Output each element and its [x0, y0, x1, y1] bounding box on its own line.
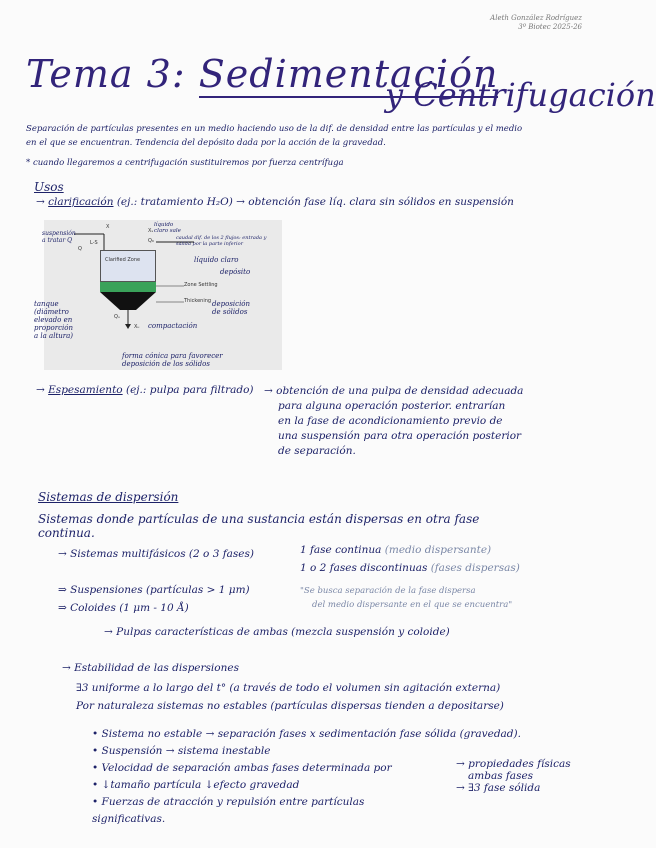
clarifier-figure: [34, 220, 282, 370]
determinada-1: → propiedades físicas: [456, 758, 571, 770]
espesamiento-result: [264, 384, 523, 459]
note-liquido-claro: líquido claro: [194, 256, 239, 264]
estabilidad-line1: ∃3 uniforme a lo largo del t° (a través de todo el volumen sin agitación externa): [76, 682, 501, 694]
note-forma-conica: forma cónica para favorecer deposición de los sólidos: [122, 352, 223, 368]
note-caudal: caudal dif. de los 2 flujos: entrada y salida por la parte inferior: [176, 235, 267, 247]
clarified-zone: Clarified Zone: [100, 250, 156, 282]
fig-q0: Q₀: [148, 238, 154, 244]
fig-x: X: [106, 224, 110, 230]
esp-line-1: → obtención de una pulpa de densidad adecuada: [264, 385, 524, 397]
esp-line-4: una suspensión para otra operación posterior: [278, 430, 522, 442]
note-sale: líquido claro sale: [154, 222, 181, 234]
note-deposito: depósito: [220, 268, 251, 276]
fase2-note: (fases dispersas): [430, 562, 520, 574]
fig-xu: Xᵤ: [134, 324, 140, 330]
page-title-cont: y Centrifugación: [385, 76, 656, 114]
note-compactacion: compactación: [148, 322, 198, 330]
determinada-block: [456, 758, 571, 794]
intro-note: * cuando llegaremos a centrifugación sustituiremos por fuerza centrífuga: [26, 158, 344, 168]
multifasicos: → Sistemas multifásicos (2 o 3 fases): [58, 548, 254, 560]
quote-1: "Se busca separación de la fase dispersa: [300, 586, 476, 596]
estabilidad-line2: Por naturaleza sistemas no estables (partículas dispersas tienden a depositarse): [76, 700, 504, 712]
estabilidad-heading: → Estabilidad de las dispersiones: [62, 662, 239, 674]
espesamiento-label: Espesamiento: [48, 384, 123, 396]
bullet-3: • Velocidad de separación ambas fases determinada por: [92, 762, 392, 774]
title-part2: Sedimentación: [198, 52, 499, 96]
bullet-5: • Fuerzas de atracción y repulsión entre partículas: [92, 796, 365, 808]
fase1-label: 1 fase continua: [300, 544, 382, 556]
clarificacion-result: → obtención fase líq. clara sin sólidos en suspensión: [236, 196, 514, 208]
bullet-2: • Suspensión → sistema inestable: [92, 745, 271, 757]
zone-settling-band: [100, 282, 156, 292]
author-block: [490, 14, 582, 32]
fig-q: Q: [78, 246, 82, 252]
esp-line-5: de separación.: [278, 445, 356, 457]
coloides: ⇒ Coloides (1 μm - 10 Å): [58, 602, 189, 614]
clarificacion-row: → clarificación (ej.: tratamiento H₂O) → obtención fase líq. clara sin sólidos en suspensión: [36, 196, 514, 208]
sludge-cone: [100, 292, 156, 310]
espesamiento-example: (ej.: pulpa para filtrado): [125, 384, 254, 396]
usos-heading: Usos: [34, 180, 64, 194]
fase-discontinua: [300, 562, 520, 574]
thickening-label: Thickening: [184, 298, 212, 304]
author-name: Aleth González Rodríguez: [490, 14, 582, 22]
fig-xs: Xₛ: [148, 228, 154, 234]
fase-continua: [300, 544, 491, 556]
note-tanque: tanque (diámetro elevado en proporción a la altura): [34, 300, 74, 340]
fig-qu: Qᵤ: [114, 314, 120, 320]
bullet-1: • Sistema no estable → separación fases x sedimentación fase sólida (gravedad).: [92, 728, 521, 740]
clarificacion-label: clarificación: [48, 196, 114, 208]
fase2-label: 1 o 2 fases discontinuas: [300, 562, 428, 574]
title-part1: Tema 3:: [26, 52, 186, 96]
sistemas-heading: Sistemas de dispersión: [38, 490, 179, 504]
clarificacion-example: (ej.: tratamiento H₂O): [116, 196, 233, 208]
pulpas: → Pulpas características de ambas (mezcla suspensión y coloide): [104, 626, 450, 638]
suspensiones: ⇒ Suspensiones (partículas > 1 μm): [58, 584, 250, 596]
fig-ls: L-S: [90, 240, 98, 246]
bullet-4: • ↓tamaño partícula ↓efecto gravedad: [92, 779, 300, 791]
espesamiento-row: → Espesamiento (ej.: pulpa para filtrado): [36, 384, 254, 396]
esp-line-2: para alguna operación posterior. entrarían: [278, 400, 506, 412]
zone-settling-label: Zone Settling: [184, 282, 218, 288]
course-label: 3º Biotec 2025-26: [518, 23, 582, 31]
note-entra: suspensión a tratar Q: [42, 230, 76, 244]
esp-line-3: en la fase de acondicionamiento previo de: [278, 415, 503, 427]
note-deposicion: deposición de sólidos: [212, 300, 251, 316]
intro-line1: Separación de partículas presentes en un medio haciendo uso de la dif. de densidad entre las partículas y el medio: [26, 124, 523, 134]
sistemas-def-1: Sistemas donde partículas de una sustancia están dispersas en otra fase: [38, 512, 480, 526]
determinada-3: → ∃3 fase sólida: [456, 782, 541, 794]
bullet-6: significativas.: [92, 813, 166, 825]
fase1-note: (medio dispersante): [384, 544, 492, 556]
sistemas-def-2: continua.: [38, 526, 95, 540]
intro-line2: en el que se encuentran. Tendencia del depósito dada por la acción de la gravedad.: [26, 138, 386, 148]
determinada-2: ambas fases: [468, 770, 534, 782]
quote-2: del medio dispersante en el que se encuentra": [312, 600, 513, 610]
